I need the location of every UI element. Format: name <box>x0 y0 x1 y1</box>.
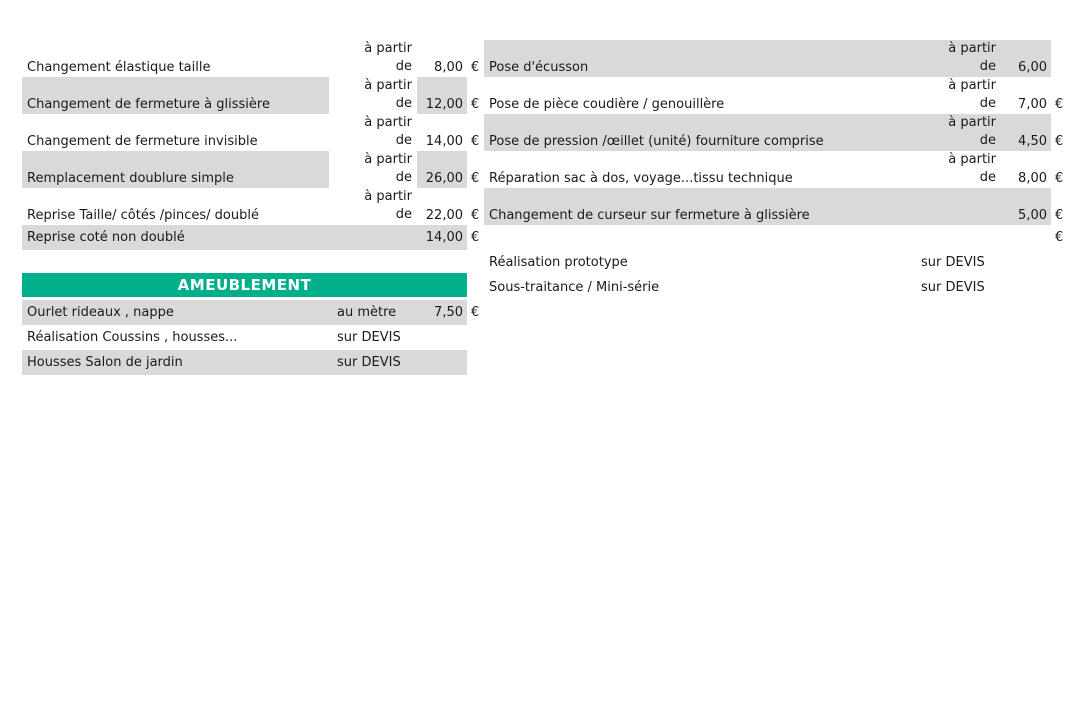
price-value: 6,00 <box>1001 40 1051 77</box>
currency <box>1051 40 1068 77</box>
service-label: Sous-traitance / Mini-série <box>489 280 660 295</box>
price-value <box>417 325 467 350</box>
currency: € <box>471 134 480 149</box>
currency <box>467 350 484 375</box>
price-value: 14,00 <box>417 225 467 250</box>
price-value: 8,00 <box>434 60 463 75</box>
service-label: Reprise coté non doublé <box>22 225 329 250</box>
service-label: Reprise Taille/ côtés /pinces/ doublé <box>27 208 259 223</box>
price-prefix: sur DEVIS <box>921 279 985 295</box>
service-label: Réalisation prototype <box>489 255 628 270</box>
price-prefix: à partir de <box>364 189 412 222</box>
service-label: Remplacement doublure simple <box>22 151 329 188</box>
price-prefix <box>903 225 1001 250</box>
service-label: Ourlet rideaux , nappe <box>22 300 329 325</box>
table-row <box>484 225 1068 250</box>
table-row <box>22 350 484 375</box>
price-value: 4,50 <box>1001 114 1051 151</box>
price-value: 22,00 <box>425 208 463 223</box>
service-label: Changement de fermeture invisible <box>27 134 258 149</box>
table-row <box>22 225 484 250</box>
service-label: Réparation sac à dos, voyage...tissu technique <box>489 171 793 186</box>
price-prefix: à partir de <box>364 41 412 74</box>
price-prefix: à partir de <box>364 152 412 185</box>
price-value: 26,00 <box>417 151 467 188</box>
table-row <box>22 151 484 188</box>
price-prefix: à partir de <box>948 78 996 111</box>
service-label: Changement élastique taille <box>27 60 211 75</box>
price-prefix: sur DEVIS <box>337 329 401 345</box>
price-value: 5,00 <box>1001 188 1051 225</box>
price-prefix: sur DEVIS <box>329 350 417 375</box>
table-row <box>484 77 1068 114</box>
right-price-table <box>484 40 1068 300</box>
currency: € <box>1055 208 1064 223</box>
table-row <box>484 40 1068 77</box>
currency: € <box>1055 171 1064 186</box>
table-row <box>22 114 484 151</box>
table-row <box>484 114 1068 151</box>
left-price-table <box>22 40 484 250</box>
price-value: 8,00 <box>1018 171 1047 186</box>
service-label <box>484 225 903 250</box>
table-row <box>22 40 484 77</box>
price-prefix: sur DEVIS <box>921 254 985 270</box>
ameublement-table <box>22 300 484 375</box>
service-label: Changement de curseur sur fermeture à glissière <box>484 188 903 225</box>
price-value: 7,50 <box>417 300 467 325</box>
table-row <box>22 77 484 114</box>
service-label: Housses Salon de jardin <box>22 350 329 375</box>
price-prefix: à partir de <box>903 114 1001 151</box>
currency: € <box>1055 230 1064 245</box>
currency: € <box>471 208 480 223</box>
service-label: Réalisation Coussins , housses... <box>27 330 238 345</box>
currency: € <box>471 60 480 75</box>
price-value <box>417 350 467 375</box>
price-prefix: à partir de <box>903 40 1001 77</box>
price-value <box>1001 225 1051 250</box>
currency <box>467 325 484 350</box>
service-label: Changement de fermeture à glissière <box>22 77 329 114</box>
price-prefix <box>329 225 417 250</box>
service-label: Pose de pièce coudière / genouillère <box>489 97 725 112</box>
table-row <box>484 188 1068 225</box>
currency: € <box>1055 97 1064 112</box>
price-prefix <box>903 188 1001 225</box>
table-row <box>22 325 484 350</box>
table-row <box>22 300 484 325</box>
price-value: 12,00 <box>417 77 467 114</box>
currency: € <box>471 171 480 186</box>
price-prefix: à partir de <box>948 152 996 185</box>
section-header-ameublement: AMEUBLEMENT <box>22 273 467 297</box>
price-prefix: à partir de <box>364 78 412 111</box>
currency: € <box>471 230 480 245</box>
table-row <box>484 275 1068 300</box>
table-row <box>484 250 1068 275</box>
service-label: Pose d'écusson <box>484 40 903 77</box>
currency: € <box>1055 134 1064 149</box>
currency: € <box>471 305 480 320</box>
currency: € <box>471 97 480 112</box>
price-prefix: à partir de <box>364 115 412 148</box>
service-label: Pose de pression /œillet (unité) fourniture comprise <box>484 114 903 151</box>
price-value: 7,00 <box>1018 97 1047 112</box>
price-prefix: au mètre <box>329 300 417 325</box>
table-row <box>22 188 484 225</box>
table-row <box>484 151 1068 188</box>
price-value: 14,00 <box>425 134 463 149</box>
